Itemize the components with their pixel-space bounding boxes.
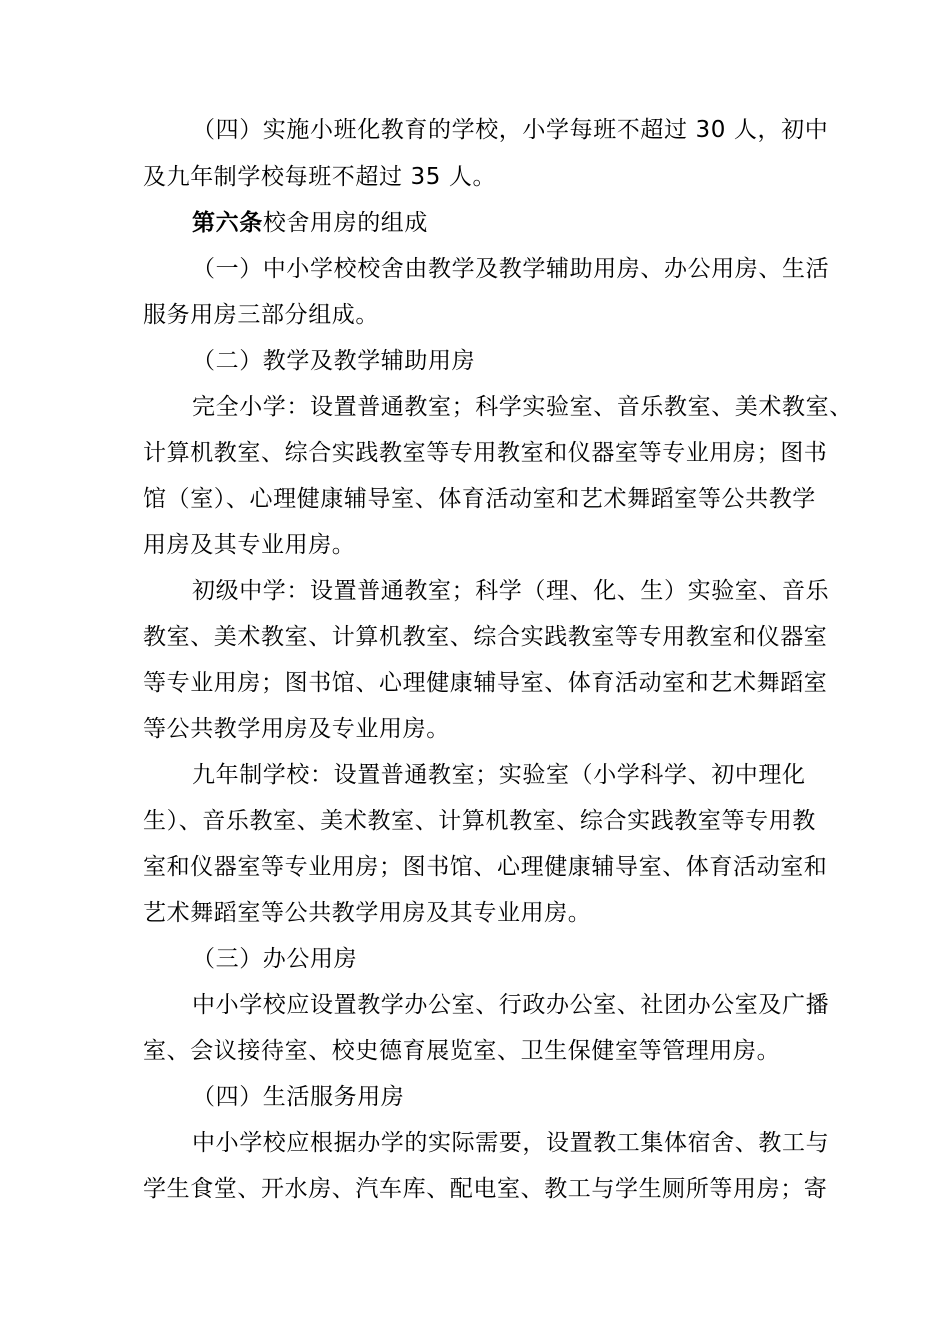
section-heading: （二）教学及教学辅助用房 xyxy=(192,348,476,374)
text-line: 完全小学：设置普通教室；科学实验室、音乐教室、美术教室、 xyxy=(192,394,853,420)
text-line: 室、会议接待室、校史德育展览室、卫生保健室等管理用房。 xyxy=(143,1038,781,1064)
text-line: 艺术舞蹈室等公共教学用房及其专业用房。 xyxy=(143,900,592,926)
text-line: 中小学校应设置教学办公室、行政办公室、社团办公室及广播 xyxy=(192,992,830,1018)
text-line: 生）、音乐教室、美术教室、计算机教室、综合实践教室等专用教 xyxy=(143,808,816,834)
article-number: 第六条 xyxy=(192,210,263,236)
text-line: 等专业用房；图书馆、心理健康辅导室、体育活动室和艺术舞蹈室 xyxy=(143,670,828,696)
section-heading: （三）办公用房 xyxy=(192,946,358,972)
text-line: 馆（室）、心理健康辅导室、体育活动室和艺术舞蹈室等公共教学 xyxy=(143,486,816,512)
text-line: 九年制学校：设置普通教室；实验室（小学科学、初中理化 xyxy=(192,762,806,788)
section-heading: （四）生活服务用房 xyxy=(192,1084,405,1110)
text-line: 服务用房三部分组成。 xyxy=(143,302,379,328)
article-title: 校舍用房的组成 xyxy=(262,210,429,236)
text-line: 计算机教室、综合实践教室等专用教室和仪器室等专业用房；图书 xyxy=(143,440,828,466)
text-line: 及九年制学校每班不超过 35 人。 xyxy=(143,164,497,190)
text-line: 等公共教学用房及专业用房。 xyxy=(143,716,450,742)
text-line: （一）中小学校校舍由教学及教学辅助用房、办公用房、生活 xyxy=(192,256,830,282)
text-line: （四）实施小班化教育的学校，小学每班不超过 30 人，初中 xyxy=(192,117,829,143)
text-line: 初级中学：设置普通教室；科学（理、化、生）实验室、音乐 xyxy=(192,578,830,604)
text-line: 室和仪器室等专业用房；图书馆、心理健康辅导室、体育活动室和 xyxy=(143,854,828,880)
text-line: 学生食堂、开水房、汽车库、配电室、教工与学生厕所等用房；寄 xyxy=(143,1176,828,1202)
text-line: 中小学校应根据办学的实际需要，设置教工集体宿舍、教工与 xyxy=(192,1130,830,1156)
article-heading xyxy=(192,208,428,238)
text-line: 教室、美术教室、计算机教室、综合实践教室等专用教室和仪器室 xyxy=(143,624,828,650)
text-line: 用房及其专业用房。 xyxy=(143,532,356,558)
